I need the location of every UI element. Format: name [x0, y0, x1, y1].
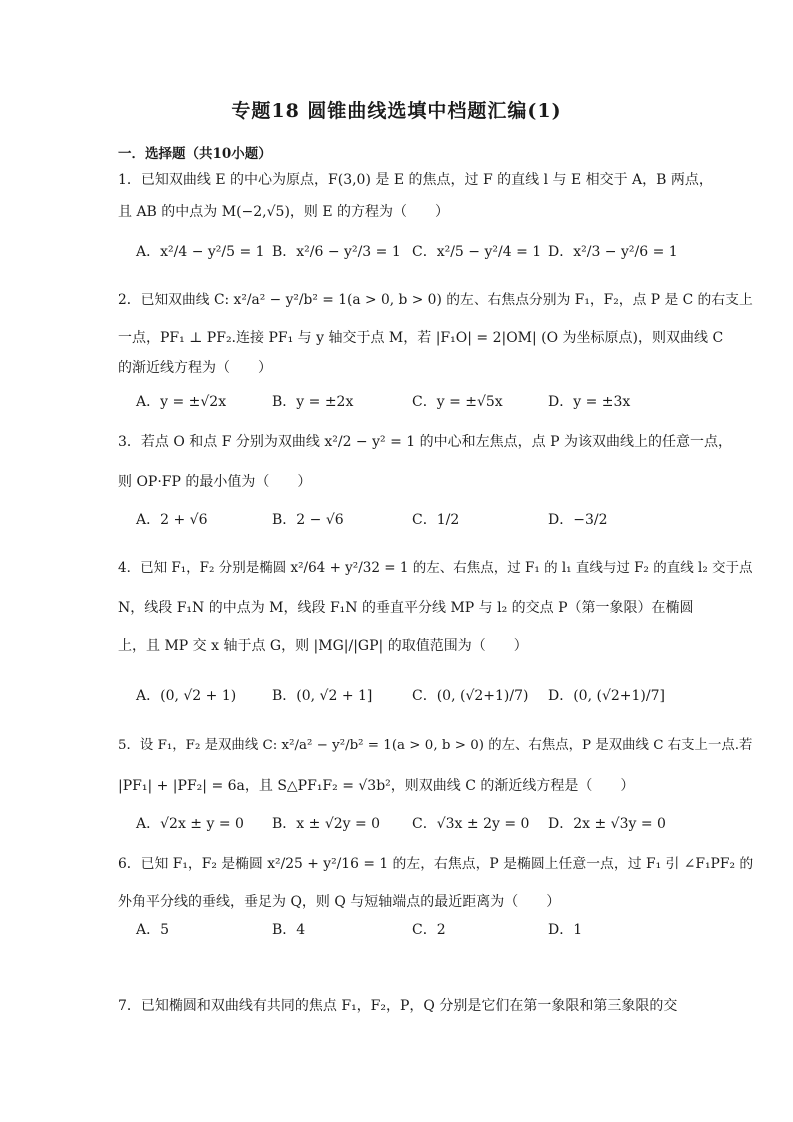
q4-option-d: D．(0, (√2+1)/7]	[548, 688, 665, 704]
q3-option-d: D．−3/2	[548, 512, 608, 528]
q3-line-2: 则 OP·FP 的最小值为（ ）	[118, 474, 312, 490]
q6-line-2: 外角平分线的垂线，垂足为 Q，则 Q 与短轴端点的最近距离为（ ）	[118, 894, 561, 910]
q2-option-a: A．y = ±√2x	[136, 394, 227, 410]
q5-option-d: D．2x ± √3y = 0	[548, 816, 666, 832]
q2-option-c: C．y = ±√5x	[412, 394, 503, 410]
q1-option-c: C．x²/5 − y²/4 = 1	[412, 244, 542, 260]
q5-option-a: A．√2x ± y = 0	[136, 816, 244, 832]
q1-line-2: 且 AB 的中点为 M(−2,√5)，则 E 的方程为（ ）	[118, 204, 450, 220]
q6-line-1: 6．已知 F₁，F₂ 是椭圆 x²/25 + y²/16 = 1 的左，右焦点，P 是椭圆上任意一点，过 F₁ 引 ∠F₁PF₂ 的	[118, 856, 754, 872]
q6-option-a: A．5	[136, 922, 170, 938]
q4-option-b: B．(0, √2 + 1]	[272, 688, 373, 704]
q4-line-2: N，线段 F₁N 的中点为 M，线段 F₁N 的垂直平分线 MP 与 l₂ 的交点 P（第一象限）在椭圆	[118, 600, 694, 616]
q3-option-c: C．1/2	[412, 512, 460, 528]
q2-line-3: 的渐近线方程为（ ）	[118, 360, 272, 376]
q3-option-b: B．2 − √6	[272, 512, 344, 528]
q5-option-c: C．√3x ± 2y = 0	[412, 816, 530, 832]
q1-option-b: B．x²/6 − y²/3 = 1	[272, 244, 401, 260]
q6-option-c: C．2	[412, 922, 446, 938]
q2-option-d: D．y = ±3x	[548, 394, 631, 410]
q4-option-c: C．(0, (√2+1)/7)	[412, 688, 529, 704]
q6-option-b: B．4	[272, 922, 306, 938]
q1-line-1: 1．已知双曲线 E 的中心为原点，F(3,0) 是 E 的焦点，过 F 的直线 l 与 E 相交于 A，B 两点，	[118, 172, 713, 188]
document-title: 专题18 圆锥曲线选填中档题汇编(1)	[231, 100, 562, 122]
q6-option-d: D．1	[548, 922, 583, 938]
q5-line-2: |PF₁| + |PF₂| = 6a，且 S△PF₁F₂ = √3b²，则双曲线 C 的渐近线方程是（ ）	[118, 778, 635, 794]
q1-option-d: D．x²/3 − y²/6 = 1	[548, 244, 678, 260]
q3-option-a: A．2 + √6	[136, 512, 208, 528]
q4-line-1: 4．已知 F₁，F₂ 分别是椭圆 x²/64 + y²/32 = 1 的左、右焦点，过 F₁ 的 l₁ 直线与过 F₂ 的直线 l₂ 交于点	[118, 560, 753, 576]
q7-line-1: 7．已知椭圆和双曲线有共同的焦点 F₁，F₂，P，Q 分别是它们在第一象限和第三象限的交	[118, 998, 678, 1014]
q4-option-a: A．(0, √2 + 1)	[136, 688, 237, 704]
q2-line-2: 一点，PF₁ ⊥ PF₂.连接 PF₁ 与 y 轴交于点 M，若 |F₁O| = 2|OM| (O 为坐标原点)，则双曲线 C	[118, 330, 724, 346]
q1-option-a: A．x²/4 − y²/5 = 1	[136, 244, 265, 260]
q4-line-3: 上，且 MP 交 x 轴于点 G，则 |MG|/|GP| 的取值范围为（ ）	[118, 638, 528, 654]
q5-line-1: 5．设 F₁，F₂ 是双曲线 C: x²/a² − y²/b² = 1(a > 0, b > 0) 的左、右焦点，P 是双曲线 C 右支上一点.若	[118, 738, 753, 753]
section-heading: 一．选择题（共10小题）	[118, 146, 272, 162]
q3-line-1: 3．若点 O 和点 F 分别为双曲线 x²/2 − y² = 1 的中心和左焦点，点 P 为该双曲线上的任意一点，	[118, 434, 732, 450]
q5-option-b: B．x ± √2y = 0	[272, 816, 381, 832]
q2-option-b: B．y = ±2x	[272, 394, 354, 410]
q2-line-1: 2．已知双曲线 C: x²/a² − y²/b² = 1(a > 0, b > 0) 的左、右焦点分别为 F₁，F₂，点 P 是 C 的右支上	[118, 292, 753, 308]
